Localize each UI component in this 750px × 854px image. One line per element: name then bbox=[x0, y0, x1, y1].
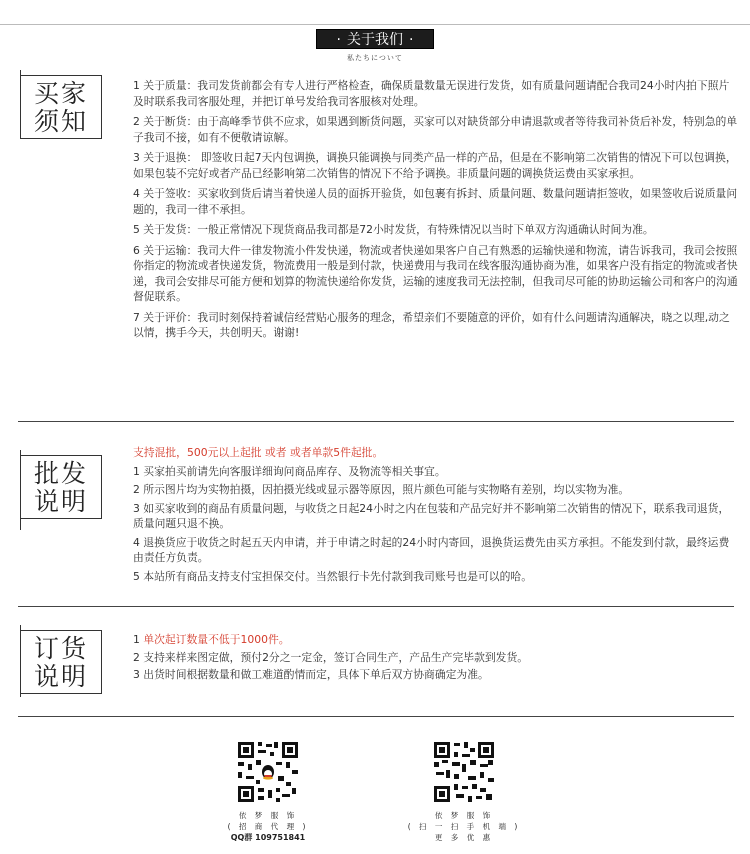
qr-code-mobile bbox=[432, 740, 496, 804]
qq-label: QQ群 bbox=[230, 833, 253, 842]
section-order-label bbox=[20, 630, 102, 694]
wholesale-highlight: 支持混批，500元以上起批 或者 或者单款5件起批。 bbox=[133, 446, 384, 459]
label-line: 批发 bbox=[33, 459, 88, 488]
item-prefix: 1 bbox=[133, 633, 144, 646]
subtitle: 私たちについて bbox=[347, 54, 403, 62]
note-item: 5 关于发货：一般正常情况下现货商品我司都是72小时发货，有特殊情况以当时下单双方沟通确认时间为准。 bbox=[133, 223, 654, 236]
section-title bbox=[316, 29, 434, 49]
divider bbox=[18, 421, 734, 422]
qr-caption-mobile bbox=[404, 810, 524, 843]
note-item: 3 如买家收到的商品有质量问题，与收货之日起24小时之内在包装和产品完好并不影响第二次销售的情况下，联系我司退货，质量问题只退不换。 bbox=[133, 501, 730, 530]
label-line: 说明 bbox=[33, 487, 88, 516]
note-item: 7 关于评价：我司时刻保持着诚信经营贴心服务的理念，希望亲们不要随意的评价，如有什么问题请沟通解决，晓之以理,动之以情，携手今天，共创明天。谢谢! bbox=[133, 310, 730, 339]
qr-subcaption: ( 招 商 代 理 ) bbox=[227, 822, 309, 831]
title-dot-right: · bbox=[409, 32, 414, 48]
title-dot-left: · bbox=[336, 32, 341, 48]
divider bbox=[18, 716, 734, 717]
qr-code-agent bbox=[236, 740, 300, 804]
divider bbox=[18, 606, 734, 607]
note-item: 4 退换货应于收货之时起五天内申请，并于申请之时起的24小时内寄回，退换货运费先由买方承担。不能发到付款，最终运费由责任方负责。 bbox=[133, 535, 730, 564]
label-line: 订货 bbox=[33, 634, 88, 663]
qq-number: 109751841 bbox=[255, 833, 306, 842]
brand-name: 依 梦 服 饰 bbox=[238, 811, 298, 820]
section-buyer-label bbox=[20, 75, 102, 139]
note-item: 1 关于质量：我司发货前都会有专人进行严格检查，确保质量数量无误进行发货，如有质量问题请配合我司24小时内拍下照片及时联系我司客服处理，并把订单号发给我司客服核对处理。 bbox=[133, 79, 730, 108]
qq-group bbox=[208, 832, 328, 843]
brand-name: 依 梦 服 饰 bbox=[434, 811, 494, 820]
note-item: 3 出货时间根据数量和做工难道酌情而定，具体下单后双方协商确定为准。 bbox=[133, 668, 489, 681]
more-offers: 更 多 优 惠 bbox=[434, 833, 494, 842]
note-item bbox=[133, 632, 739, 648]
label-line: 须知 bbox=[33, 107, 88, 136]
buyer-notes bbox=[133, 78, 739, 346]
top-divider bbox=[0, 24, 750, 25]
qr-caption-agent bbox=[208, 810, 328, 843]
label-line: 说明 bbox=[33, 662, 88, 691]
qr-subcaption: ( 扫 一 扫 手 机 端 ) bbox=[407, 822, 521, 831]
note-item: 3 关于退换： 即签收日起7天内包调换，调换只能调换与同类产品一样的产品，但是在不影响第二次销售的情况下可以包调换，如果包装不完好或者产品已经影响第二次销售的情况下不给予调换。非质量问题的调换货运费由买家承担。 bbox=[133, 151, 737, 180]
note-item: 2 所示图片均为实物拍摄，因拍摄光线或显示器等原因，照片颜色可能与实物略有差别，均以实物为准。 bbox=[133, 483, 630, 496]
note-item: 4 关于签收：买家收到货后请当着快递人员的面拆开验货，如包裹有拆封、质量问题、数量问题请拒签收，如果签收后说质量问题的，我司一律不承担。 bbox=[133, 187, 738, 216]
note-item: 5 本站所有商品支持支付宝担保交付。当然银行卡先付款到我司账号也是可以的哈。 bbox=[133, 569, 532, 583]
order-notes bbox=[133, 632, 739, 685]
section-wholesale-label bbox=[20, 455, 102, 519]
note-item: 2 支持来样来图定做，预付2分之一定金，签订合同生产，产品生产完毕款到发货。 bbox=[133, 650, 529, 664]
note-item: 1 买家拍买前请先向客服详细询问商品库存、及物流等相关事宜。 bbox=[133, 464, 446, 478]
title-text: 关于我们 bbox=[347, 32, 403, 48]
wholesale-notes bbox=[133, 445, 739, 587]
label-line: 买家 bbox=[33, 79, 88, 108]
note-item: 2 关于断货：由于高峰季节供不应求，如果遇到断货问题，买家可以对缺货部分申请退款或者等待我司补货后补发，特别急的单子我司不接，如有不便敬请谅解。 bbox=[133, 115, 738, 144]
order-minimum-highlight: 单次起订数量不低于1000件。 bbox=[143, 633, 290, 646]
note-item: 6 关于运输：我司大件一律发物流小件发快递，物流或者快递如果客户自己有熟悉的运输快递和物流，请告诉我司，我司会按照你指定的物流或者快递发货，物流费用一般是到付款，快递费用与我司在线客服沟通协商为准，如果客户没有指定的物流或者快递，我司会安排尽可能方便和划算的物流快递给你发货，运输的速度我司无法控制，但我司尽可能的协助运输公司和客户的沟通督促联系。 bbox=[133, 243, 738, 303]
